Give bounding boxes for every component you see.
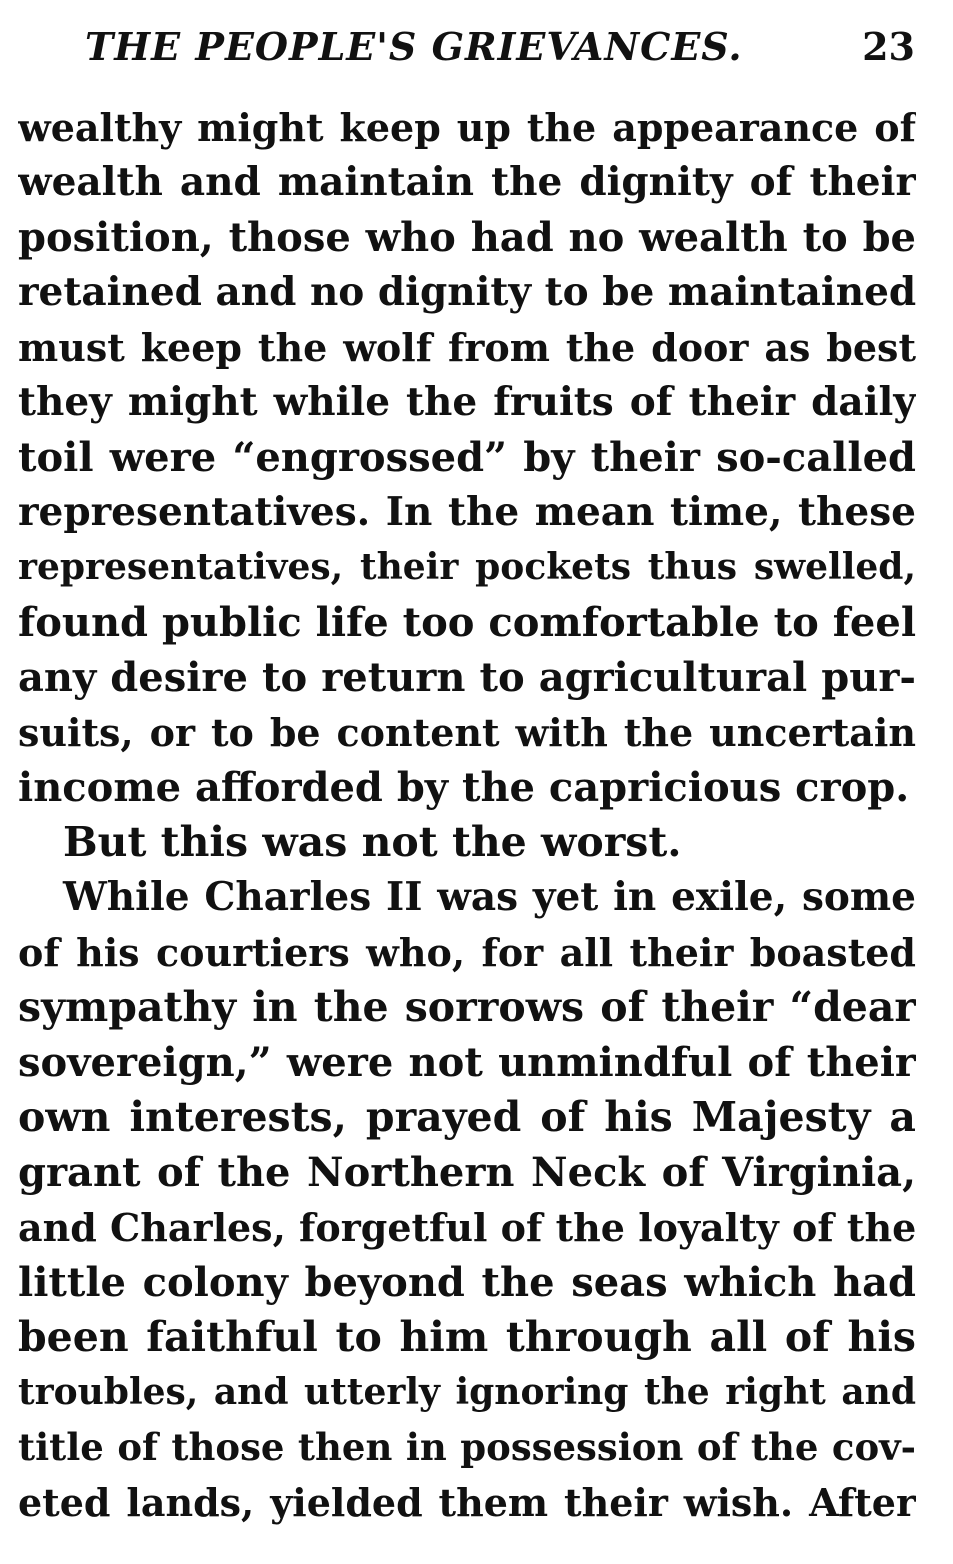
text-line: been faithful to him through all of his xyxy=(18,1313,916,1361)
text-line: must keep the wolf from the door as best xyxy=(18,325,916,370)
text-line: wealth and maintain the dignity of their xyxy=(18,159,916,205)
text-line: income afforded by the capricious crop. xyxy=(18,764,910,811)
text-line: troubles, and utterly ignoring the right and xyxy=(18,1371,916,1413)
running-header xyxy=(0,24,953,76)
page-number: 23 xyxy=(862,24,915,69)
text-line: grant of the Northern Neck of Virginia, xyxy=(18,1149,916,1196)
text-line: found public life too comfortable to feel xyxy=(18,599,916,646)
text-line: While Charles II was yet in exile, some xyxy=(63,874,916,920)
paragraph xyxy=(18,815,916,870)
text-line: sympathy in the sorrows of their “dear xyxy=(18,983,916,1031)
text-line: eted lands, yielded them their wish. After xyxy=(18,1480,916,1525)
text-line: of his courtiers who, for all their boasted xyxy=(18,930,916,975)
text-line: suits, or to be content with the uncertain xyxy=(18,710,916,755)
text-line: toil were “engrossed” by their so-called xyxy=(18,434,916,481)
text-line: representatives. In the mean time, these xyxy=(18,489,916,535)
text-line: retained and no dignity to be maintained xyxy=(18,269,916,315)
text-line: representatives, their pockets thus swelled, xyxy=(18,546,916,588)
text-line: any desire to return to agricultural pur- xyxy=(18,654,916,701)
running-title: THE PEOPLE'S GRIEVANCES. xyxy=(85,24,743,69)
text-line: wealthy might keep up the appearance of xyxy=(18,105,916,150)
text-line: they might while the fruits of their daily xyxy=(18,379,916,425)
text-line: and Charles, forgetful of the loyalty of the xyxy=(18,1205,916,1250)
text-line: title of those then in possession of the cov- xyxy=(18,1425,916,1469)
paragraph xyxy=(18,870,916,1530)
text-line: little colony beyond the seas which had xyxy=(18,1259,916,1306)
body-text xyxy=(18,100,916,1530)
text-line: But this was not the worst. xyxy=(63,818,682,866)
text-line: position, those who had no wealth to be xyxy=(18,214,916,261)
text-line: own interests, prayed of his Majesty a xyxy=(18,1093,916,1141)
paragraph-continuation xyxy=(18,100,916,815)
text-line: sovereign,” were not unmindful of their xyxy=(18,1039,916,1086)
